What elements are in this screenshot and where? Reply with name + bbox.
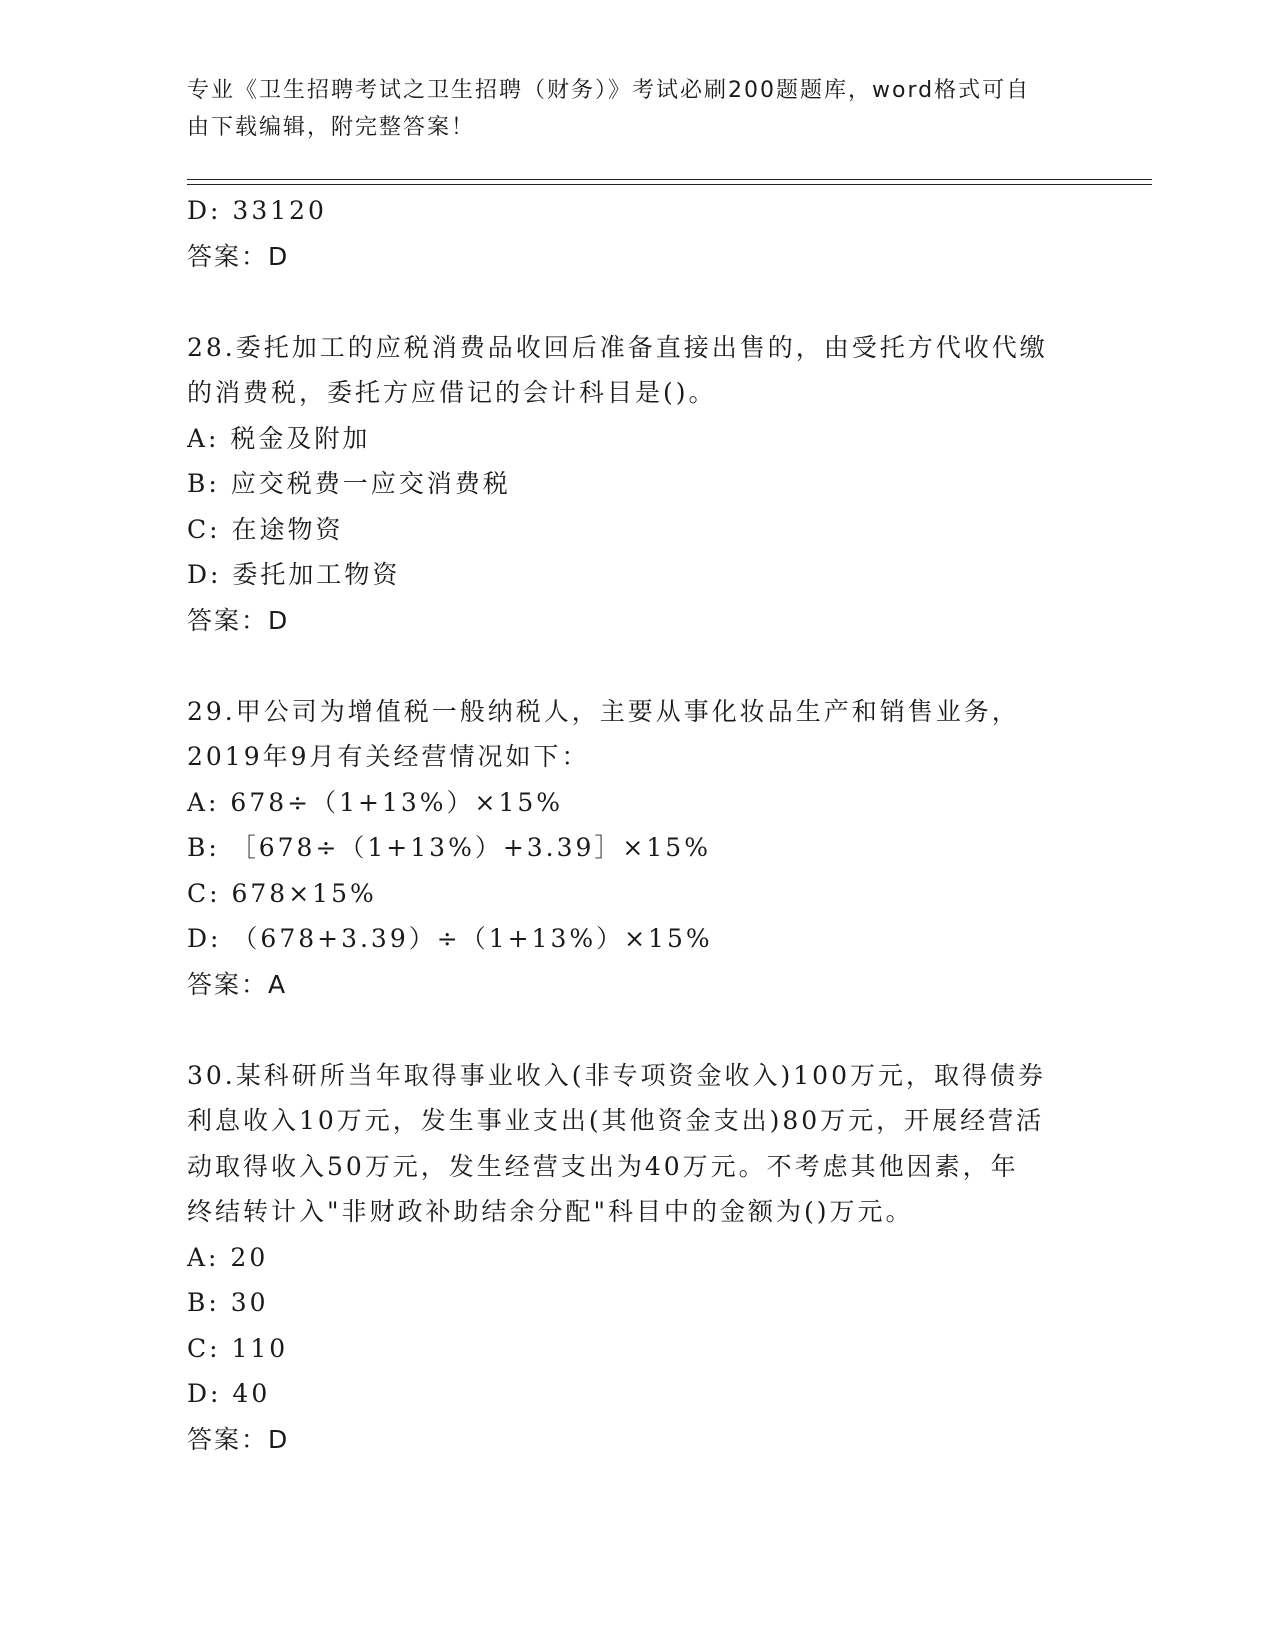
header-line-2: 由下载编辑，附完整答案！ <box>187 115 476 140</box>
option-a: A: 税金及附加 <box>187 423 371 453</box>
option-a: A: 20 <box>187 1242 269 1272</box>
option-c: C: 110 <box>187 1333 289 1363</box>
option-b: B: 应交税费一应交消费税 <box>187 469 511 498</box>
option-c: C: 678×15% <box>187 878 377 908</box>
spacer <box>187 279 1087 325</box>
answer: 答案：A <box>187 969 288 999</box>
spacer <box>187 643 1087 689</box>
option-a: A: 678÷（1+13%）×15% <box>187 787 564 817</box>
option-c: C: 在途物资 <box>187 514 344 544</box>
answer: 答案：D <box>187 1424 290 1454</box>
header-rule-top <box>187 179 1152 180</box>
option-b: B: ［678÷（1+13%）+3.39］×15% <box>187 833 711 862</box>
question-stem: 动取得收入50万元，发生经营支出为40万元。不考虑其他因素，年 <box>187 1151 1019 1181</box>
question-stem: 29.甲公司为增值税一般纳税人，主要从事化妆品生产和销售业务， <box>187 696 1020 726</box>
question-list <box>187 188 1087 1462</box>
answer: 答案：D <box>187 605 290 635</box>
option-d: D: 委托加工物资 <box>187 560 401 589</box>
option-d: D: （678+3.39）÷（1+13%）×15% <box>187 924 713 953</box>
header-line-1: 专业《卫生招聘考试之卫生招聘（财务）》考试必刷200题题库，word格式可自 <box>187 78 1031 103</box>
prev-answer: 答案：D <box>187 241 290 271</box>
question-stem: 终结转计入"非财政补助结余分配"科目中的金额为()万元。 <box>187 1197 914 1226</box>
spacer <box>187 1007 1087 1053</box>
question-stem: 的消费税，委托方应借记的会计科目是()。 <box>187 378 717 407</box>
question-28 <box>187 325 1087 644</box>
option-b: B: 30 <box>187 1288 269 1317</box>
option-d: D: 40 <box>187 1379 271 1408</box>
question-29 <box>187 689 1087 1008</box>
question-30 <box>187 1053 1087 1463</box>
question-stem: 利息收入10万元，发生事业支出(其他资金支出)80万元，开展经营活 <box>187 1106 1045 1135</box>
page-header <box>187 72 1067 146</box>
question-stem: 2019年9月有关经营情况如下： <box>187 742 590 771</box>
question-stem: 28.委托加工的应税消费品收回后准备直接出售的，由受托方代收代缴 <box>187 332 1048 362</box>
question-stem: 30.某科研所当年取得事业收入(非专项资金收入)100万元，取得债券 <box>187 1060 1046 1090</box>
prev-option-d: D: 33120 <box>187 196 327 225</box>
header-rule-bottom <box>187 184 1152 185</box>
